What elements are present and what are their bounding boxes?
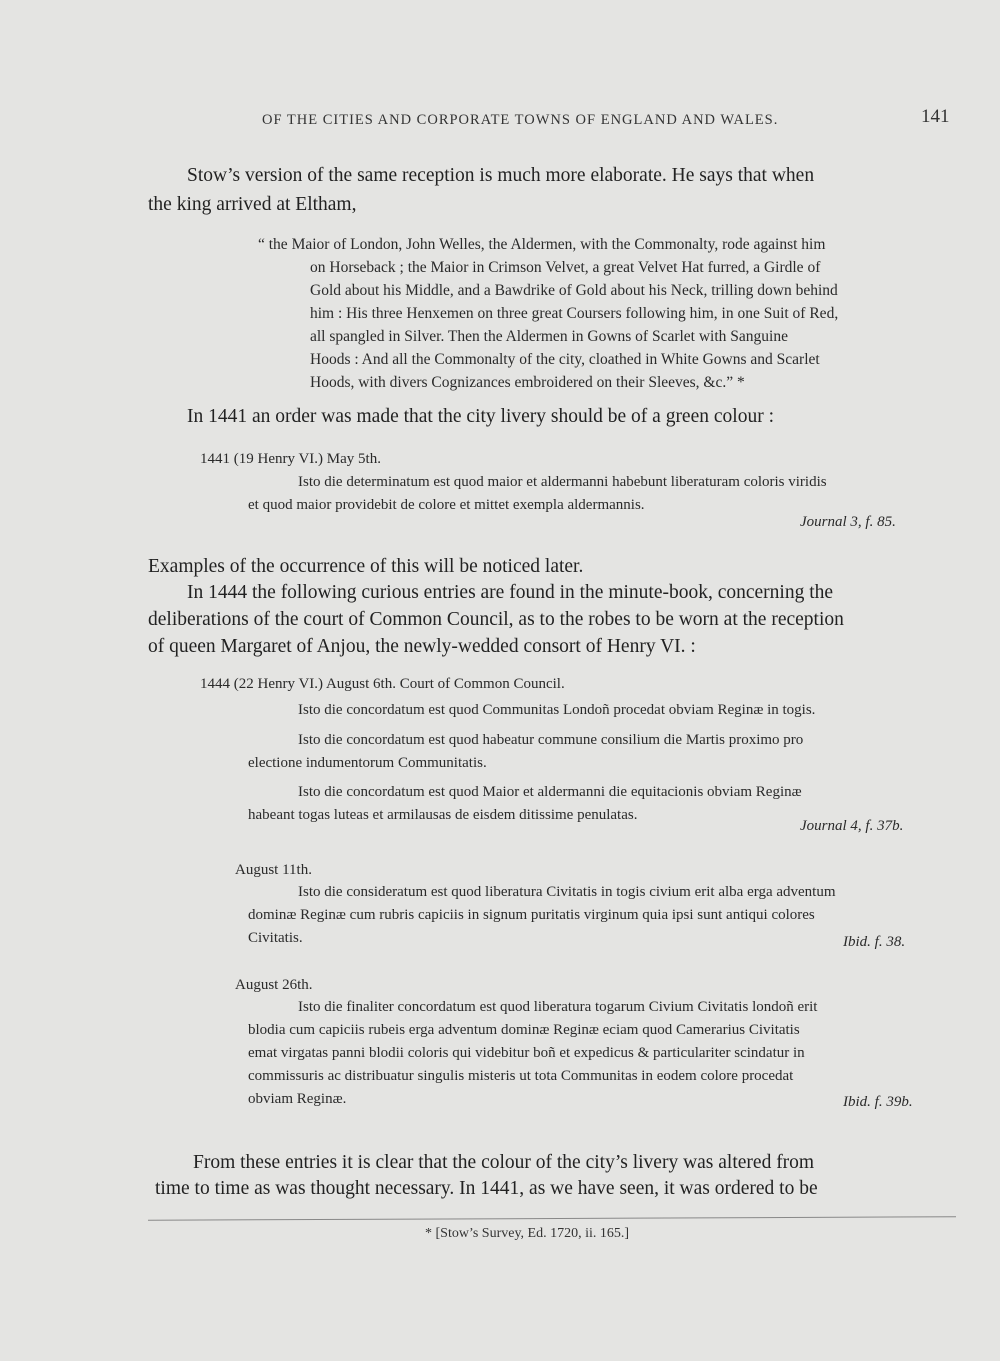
entry-1444-text: Isto die concordatum est quod habeatur commune consilium die Martis proximo pro [298,732,804,748]
running-header: OF THE CITIES AND CORPORATE TOWNS OF ENGLAND AND WALES. [262,112,779,128]
entry-1441-text: Isto die determinatum est quod maior et aldermanni habebunt liberaturam coloris viridis [298,474,827,490]
quote-line: “ the Maior of London, John Welles, the Aldermen, with the Commonalty, rode against him [258,236,826,253]
entry-1444-ref: Journal 4, f. 37b. [800,818,904,834]
para4-line: From these entries it is clear that the colour of the city’s livery was altered from [193,1152,815,1173]
page-number: 141 [921,106,950,127]
entry-aug26-text: emat virgatas panni blodii coloris qui videbitur boñ et expedicus & particulariter scindatur in [248,1045,805,1061]
para4-line: time to time as was thought necessary. In 1441, as we have seen, it was ordered to be [155,1178,818,1199]
entry-aug11-text: Isto die consideratum est quod liberatura Civitatis in togis civium erit alba erga adventum [298,884,836,900]
entry-1441-date: 1441 (19 Henry VI.) May 5th. [200,451,381,467]
quote-line: him : His three Henxemen on three great Coursers following him, in one Suit of Red, [310,305,839,322]
entry-aug26-text: Isto die finaliter concordatum est quod liberatura togarum Civium Civitatis londoñ erit [298,999,818,1015]
quote-line: Gold about his Middle, and a Bawdrike of Gold about his Neck, trilling down behind [310,282,838,299]
entry-aug26-ref: Ibid. f. 39b. [843,1094,913,1110]
quote-line: Hoods, with divers Cognizances embroidered on their Sleeves, &c.” * [310,374,745,391]
para3-line: of queen Margaret of Anjou, the newly-wedded consort of Henry VI. : [148,636,696,657]
entry-aug26-text: commissuris ac distribuatur singulis misteris ut tota Communitas in eodem colore procedat [248,1068,794,1084]
entry-1444-text: electione indumentorum Communitatis. [248,755,487,771]
entry-aug26-date: August 26th. [235,977,313,993]
entry-aug11-date: August 11th. [235,862,312,878]
footnote-divider [148,1216,956,1221]
para2: In 1441 an order was made that the city livery should be of a green colour : [187,406,774,427]
quote-line: all spangled in Silver. Then the Aldermen in Gowns of Scarlet with Sanguine [310,328,788,345]
para1-line: Stow’s version of the same reception is much more elaborate. He says that when [187,165,815,186]
entry-1444-date: 1444 (22 Henry VI.) August 6th. Court of Common Council. [200,676,565,692]
para3-line: In 1444 the following curious entries are found in the minute-book, concerning the [187,582,834,603]
entry-1444-text: habeant togas luteas et armilausas de eisdem ditissime penulatas. [248,807,638,823]
entry-1444-text: Isto die concordatum est quod Communitas Londoñ procedat obviam Reginæ in togis. [298,702,816,718]
entry-aug11-ref: Ibid. f. 38. [843,934,906,950]
entry-1444-text: Isto die concordatum est quod Maior et aldermanni die equitacionis obviam Reginæ [298,784,802,800]
para3-line: deliberations of the court of Common Council, as to the robes to be worn at the reception [148,609,844,630]
quote-line: Hoods : And all the Commonalty of the city, cloathed in White Gowns and Scarlet [310,351,820,368]
entry-aug26-text: blodia cum capiciis rubeis erga adventum dominæ Reginæ eciam quod Camerarius Civitatis [248,1022,800,1038]
footnote: * [Stow’s Survey, Ed. 1720, ii. 165.] [425,1226,630,1241]
entry-aug11-text: dominæ Reginæ cum rubris capiciis in signum puritatis virginum quia ipsi sunt antiqui colores [248,907,815,923]
quote-line: on Horseback ; the Maior in Crimson Velvet, a great Velvet Hat furred, a Girdle of [310,259,821,276]
para3-line: Examples of the occurrence of this will be noticed later. [148,556,584,577]
entry-1441-text: et quod maior providebit de colore et mittet exempla aldermannis. [248,497,645,513]
entry-aug11-text: Civitatis. [248,930,303,946]
para1-line: the king arrived at Eltham, [148,194,357,215]
entry-aug26-text: obviam Reginæ. [248,1091,347,1107]
entry-1441-ref: Journal 3, f. 85. [800,514,896,530]
